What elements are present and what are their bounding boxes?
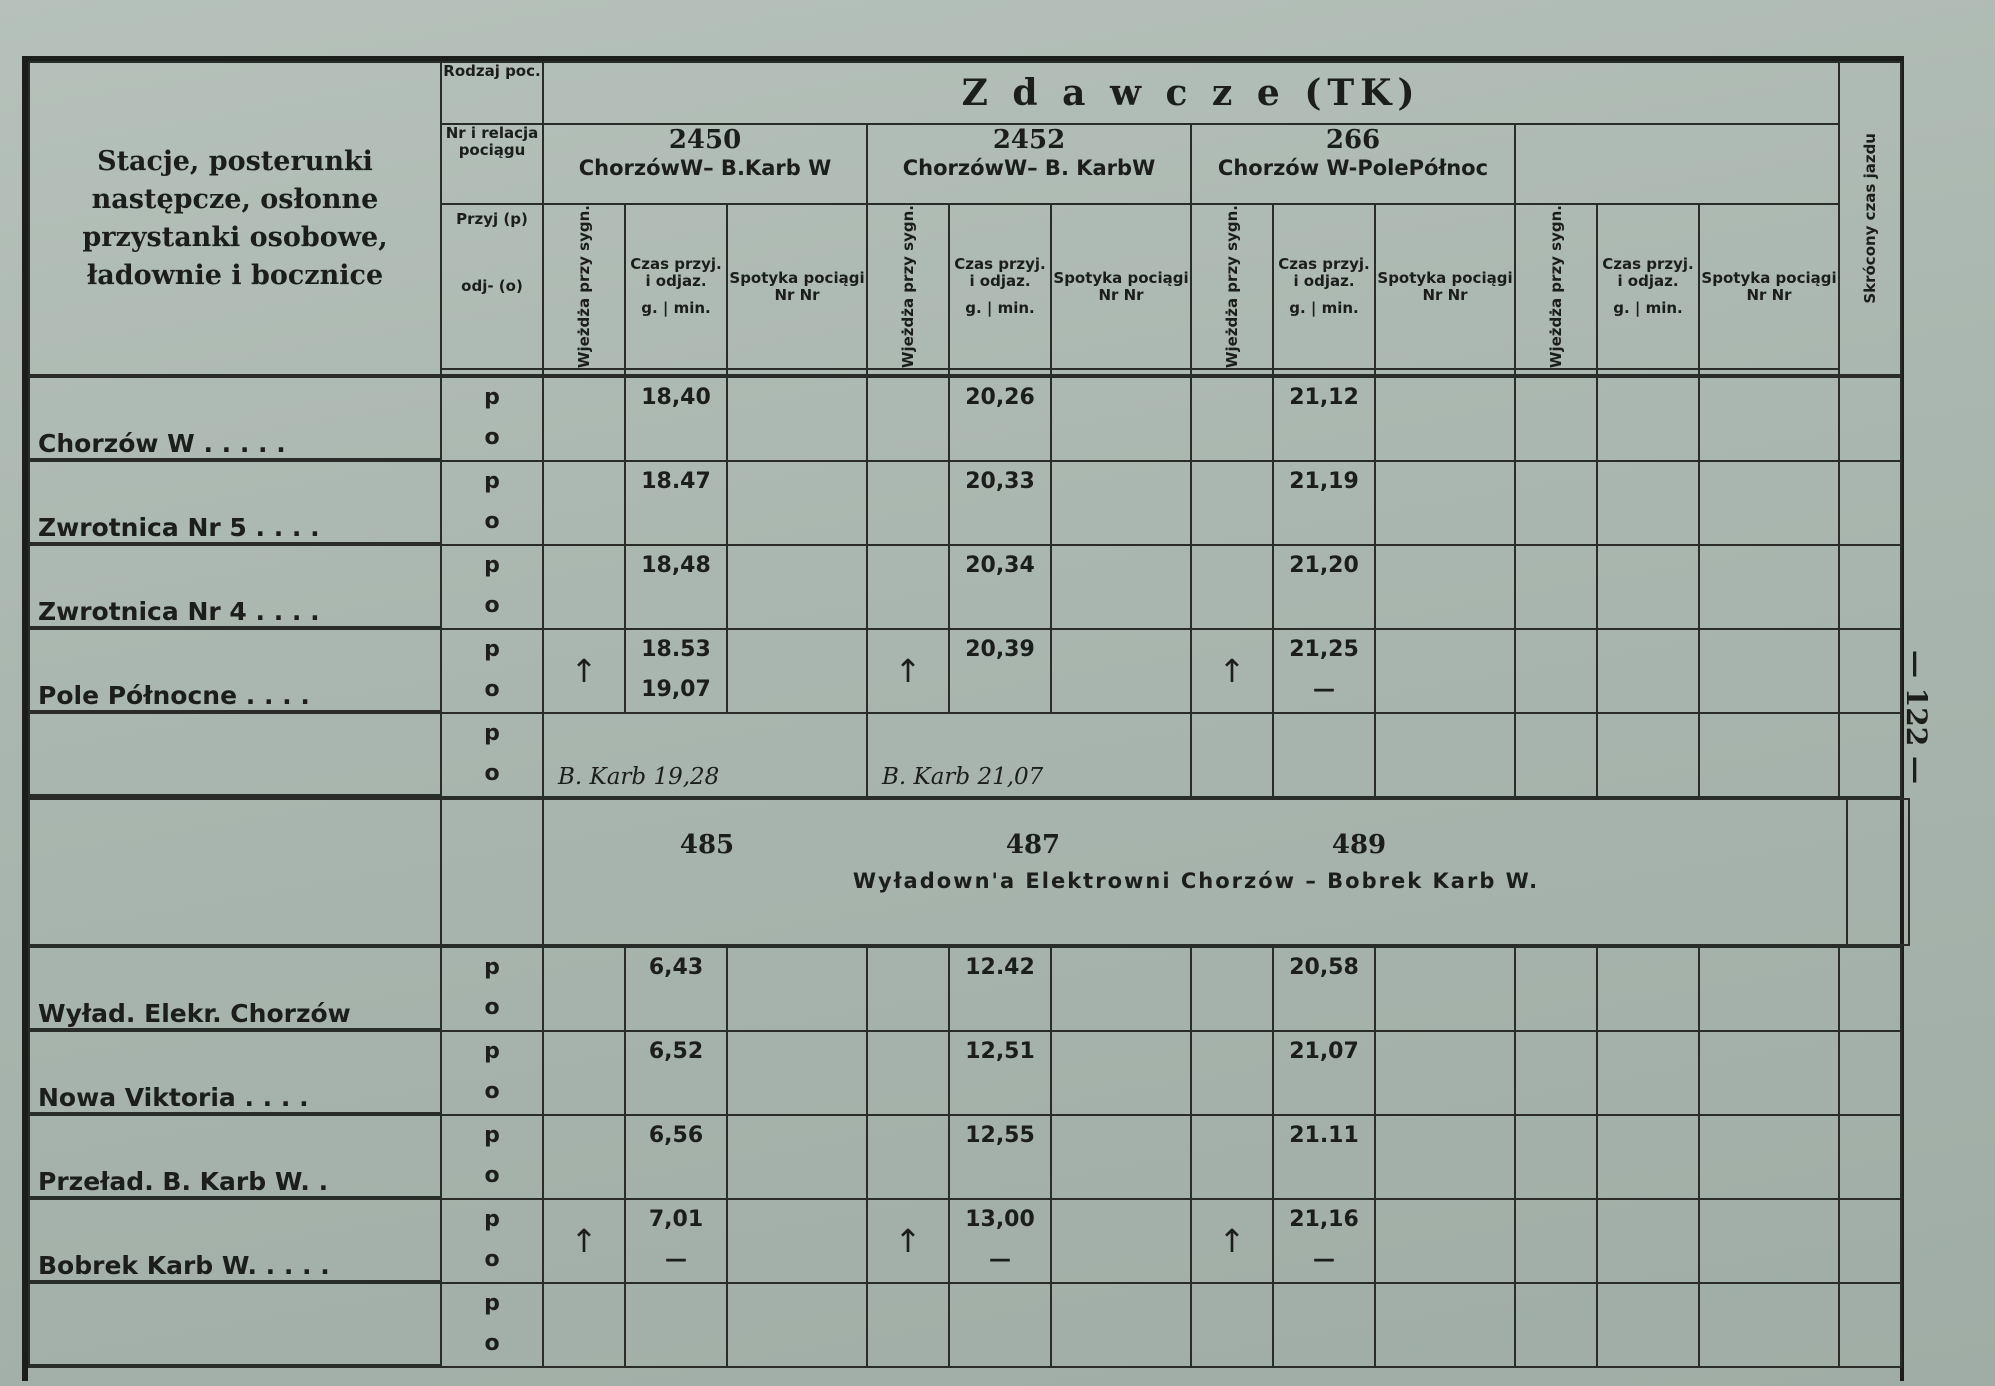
- skrocony-cell: [1839, 377, 1901, 461]
- station-cell: [29, 1115, 441, 1199]
- skrocony-cell: [1839, 545, 1901, 629]
- departure-time: 6,43: [648, 955, 704, 981]
- arrival-note: B. Karb 21,07: [882, 764, 1044, 791]
- spotyka-header: [1051, 204, 1191, 369]
- spotyka-cell: [1375, 1199, 1515, 1283]
- time-cell: [1273, 545, 1375, 629]
- spotyka-cell: [727, 377, 867, 461]
- train-number: 266: [1325, 125, 1381, 155]
- signal-cell: [867, 1283, 949, 1367]
- departure-time: 18,48: [641, 553, 711, 579]
- train-empty-header: [1515, 124, 1839, 204]
- p-marker: p: [484, 1291, 500, 1317]
- signal-cell: [1515, 629, 1597, 713]
- skrocony-cell: [1839, 461, 1901, 545]
- signal-cell: [1515, 1031, 1597, 1115]
- station-cell: [29, 713, 441, 797]
- spotyka-cell: [1375, 377, 1515, 461]
- time-cell: [949, 545, 1051, 629]
- station-cell: [29, 1031, 441, 1115]
- czas-label: Czas przyj. i odjaz.: [954, 255, 1046, 291]
- signal-cell: [543, 629, 625, 713]
- arrival-time: 12,55: [965, 1123, 1035, 1149]
- departure-time: 20,34: [965, 553, 1035, 579]
- time-cell: [1273, 1031, 1375, 1115]
- empty-skrocony-cell: [1847, 799, 1909, 945]
- signal-mark: ↑: [1218, 652, 1246, 691]
- arrival-time: 21,25: [1289, 637, 1359, 663]
- wjezdza-label: Wjeżdża przy sygn.: [1546, 205, 1565, 369]
- station-name: Nowa Viktoria . . . .: [30, 1083, 440, 1114]
- po-cell: [441, 377, 543, 461]
- time-cell: [1273, 947, 1375, 1031]
- signal-cell: [1191, 1031, 1273, 1115]
- signal-cell: [867, 1199, 949, 1283]
- skrocony-cell: [1839, 629, 1901, 713]
- p-marker: p: [484, 721, 500, 747]
- station-cell: [29, 1283, 441, 1367]
- o-marker: o: [484, 425, 500, 451]
- signal-cell: [1515, 1283, 1597, 1367]
- station-name: Bobrek Karb W. . . . .: [30, 1251, 440, 1282]
- skrocony-cell: [1839, 1283, 1901, 1367]
- time-cell: [1273, 1199, 1375, 1283]
- departure-time: —: [1313, 677, 1335, 703]
- wjezdza-label: Wjeżdża przy sygn.: [574, 205, 593, 369]
- signal-cell: [543, 545, 625, 629]
- czas-header: [949, 204, 1051, 369]
- spotyka-cell: [1699, 713, 1839, 797]
- o-marker: o: [484, 761, 500, 787]
- station-name: Przeład. B. Karb W. .: [30, 1167, 440, 1198]
- wjezdza-header: [543, 204, 625, 369]
- train-2452-header: [867, 124, 1191, 204]
- time-cell: [625, 1283, 727, 1367]
- signal-cell: [1191, 947, 1273, 1031]
- po-cell: [441, 545, 543, 629]
- spotyka-cell: [1375, 947, 1515, 1031]
- arrival-note-cell: [543, 713, 867, 797]
- po-cell: [441, 461, 543, 545]
- signal-cell: [1515, 713, 1597, 797]
- signal-cell: [1191, 1115, 1273, 1199]
- stations-label: Stacje, posterunki następcze, osłonne przystanki osobowe, ładownie i bocznice: [82, 145, 388, 291]
- table-row: [29, 1031, 1901, 1115]
- time-cell: [625, 545, 727, 629]
- station-name: Pole Północne . . . .: [30, 681, 440, 712]
- empty-station-cell: [29, 799, 441, 945]
- signal-cell: [867, 1031, 949, 1115]
- spotyka-cell: [727, 947, 867, 1031]
- signal-cell: [543, 947, 625, 1031]
- czas-label: Czas przyj. i odjaz.: [630, 255, 722, 291]
- gmin-label: g. | min.: [1613, 299, 1683, 318]
- o-marker: o: [484, 593, 500, 619]
- train-route: Chorzów W-PolePółnoc: [1217, 156, 1489, 180]
- spotyka-header: [1699, 204, 1839, 369]
- po-cell: [441, 713, 543, 797]
- arrival-note: B. Karb 19,28: [558, 764, 720, 791]
- station-name: [30, 794, 440, 796]
- signal-cell: [1191, 713, 1273, 797]
- top-station-rows: [28, 376, 1902, 798]
- time-cell: [949, 1199, 1051, 1283]
- p-marker: p: [484, 955, 500, 981]
- nr-label: Nr i relacja pociągu: [445, 124, 539, 159]
- signal-cell: [543, 377, 625, 461]
- arrival-note-cell: [867, 713, 1191, 797]
- rodzaj-header: [441, 62, 543, 124]
- timetable-header: [28, 61, 1902, 376]
- spotyka-cell: [1051, 947, 1191, 1031]
- signal-cell: [867, 461, 949, 545]
- spotyka-cell: [1051, 1283, 1191, 1367]
- o-marker: o: [484, 1079, 500, 1105]
- skrocony-cell: [1839, 1115, 1901, 1199]
- spotyka-cell: [1699, 1199, 1839, 1283]
- signal-cell: [1515, 1199, 1597, 1283]
- spotyka-cell: [727, 1199, 867, 1283]
- wjezdza-header: [867, 204, 949, 369]
- second-group-header: [28, 798, 1910, 946]
- station-cell: [29, 1199, 441, 1283]
- signal-cell: [1191, 377, 1273, 461]
- czas-header: [625, 204, 727, 369]
- spotyka-cell: [727, 1031, 867, 1115]
- table-row: [29, 1115, 1901, 1199]
- spotyka-label: Spotyka pociągi Nr Nr: [1377, 268, 1513, 304]
- time-cell: [625, 1115, 727, 1199]
- spotyka-cell: [1699, 629, 1839, 713]
- time-cell: [949, 1115, 1051, 1199]
- table-row: [29, 1283, 1901, 1367]
- station-name: Wyład. Elekr. Chorzów: [30, 999, 440, 1030]
- departure-time: 20,33: [965, 469, 1035, 495]
- departure-time: 21,20: [1289, 553, 1359, 579]
- departure-time: 19,07: [641, 677, 711, 703]
- po-cell: [441, 1115, 543, 1199]
- signal-mark: ↑: [570, 652, 598, 691]
- empty-po-cell: [441, 799, 543, 945]
- spotyka-cell: [1375, 545, 1515, 629]
- time-cell: [949, 377, 1051, 461]
- spotyka-cell: [1051, 461, 1191, 545]
- time-cell: [1273, 1115, 1375, 1199]
- signal-cell: [867, 377, 949, 461]
- bottom-station-rows: [28, 946, 1902, 1368]
- o-marker: o: [484, 995, 500, 1021]
- o-marker: o: [484, 1163, 500, 1189]
- page-number: — 122 —: [1900, 650, 1933, 784]
- spotyka-cell: [1375, 1031, 1515, 1115]
- station-cell: [29, 545, 441, 629]
- signal-cell: [867, 1115, 949, 1199]
- time-cell: [949, 1031, 1051, 1115]
- time-cell: [949, 1283, 1051, 1367]
- table-row: [29, 713, 1901, 797]
- time-cell: [625, 461, 727, 545]
- timetable-sheet: [22, 56, 1904, 1381]
- train-route: ChorzówW– B.Karb W: [578, 156, 832, 180]
- arrival-time: 21,16: [1289, 1207, 1359, 1233]
- departure-time: 20,58: [1289, 955, 1359, 981]
- station-name: [30, 1364, 440, 1366]
- signal-cell: [543, 1283, 625, 1367]
- signal-cell: [1515, 947, 1597, 1031]
- spotyka-cell: [1375, 1283, 1515, 1367]
- arrival-time: 7,01: [648, 1207, 704, 1233]
- spotyka-cell: [1375, 461, 1515, 545]
- o-marker: o: [484, 1331, 500, 1357]
- spotyka-cell: [1699, 545, 1839, 629]
- table-row: [29, 1199, 1901, 1283]
- przyj-label: Przyj (p): [456, 210, 528, 228]
- signal-cell: [543, 1115, 625, 1199]
- o-marker: o: [484, 677, 500, 703]
- table-row: [29, 377, 1901, 461]
- time-cell: [625, 947, 727, 1031]
- time-cell: [1273, 713, 1375, 797]
- departure-time: 21.11: [1289, 1123, 1359, 1149]
- spotyka-cell: [727, 629, 867, 713]
- spotyka-cell: [1051, 545, 1191, 629]
- station-name: Zwrotnica Nr 4 . . . .: [30, 597, 440, 628]
- time-cell: [1597, 629, 1699, 713]
- wjezdza-header: [1191, 204, 1273, 369]
- signal-cell: [1515, 1115, 1597, 1199]
- section-title: Z d a w c z e (TK): [961, 72, 1421, 114]
- arrival-time: 12.42: [965, 955, 1035, 981]
- signal-mark: ↑: [894, 1222, 922, 1261]
- gmin-label: g. | min.: [965, 299, 1035, 318]
- time-cell: [1597, 1199, 1699, 1283]
- czas-label: Czas przyj. i odjaz.: [1278, 255, 1370, 291]
- signal-cell: [1191, 545, 1273, 629]
- section-title-cell: [543, 62, 1839, 124]
- bottom-route: Wyładown'a Elektrowni Chorzów – Bobrek Karb W.: [852, 869, 1540, 894]
- time-cell: [949, 947, 1051, 1031]
- p-marker: p: [484, 553, 500, 579]
- time-cell: [1597, 1031, 1699, 1115]
- signal-cell: [543, 1031, 625, 1115]
- table-row: [29, 545, 1901, 629]
- departure-time: 21,19: [1289, 469, 1359, 495]
- wjezdza-label: Wjeżdża przy sygn.: [898, 205, 917, 369]
- arrival-time: 18.53: [641, 637, 711, 663]
- o-marker: o: [484, 1247, 500, 1273]
- signal-mark: ↑: [1218, 1222, 1246, 1261]
- time-cell: [1597, 1283, 1699, 1367]
- signal-cell: [1515, 377, 1597, 461]
- arrival-time: 13,00: [965, 1207, 1035, 1233]
- wjezdza-label: Wjeżdża przy sygn.: [1222, 205, 1241, 369]
- spotyka-header: [1375, 204, 1515, 369]
- train-number: 487: [1005, 830, 1061, 861]
- p-marker: p: [484, 385, 500, 411]
- spotyka-label: Spotyka pociągi Nr Nr: [1701, 268, 1837, 304]
- arrival-time: 12,51: [965, 1039, 1035, 1065]
- spotyka-cell: [1699, 461, 1839, 545]
- p-marker: p: [484, 1207, 500, 1233]
- p-marker: p: [484, 1039, 500, 1065]
- time-cell: [625, 1031, 727, 1115]
- nr-header: [441, 124, 543, 204]
- odj-label: odj- (o): [461, 277, 523, 295]
- spotyka-cell: [1375, 629, 1515, 713]
- po-cell: [441, 947, 543, 1031]
- spotyka-cell: [727, 1115, 867, 1199]
- train-number: 489: [1331, 830, 1387, 861]
- skrocony-cell: [1839, 1031, 1901, 1115]
- po-cell: [441, 1199, 543, 1283]
- time-cell: [1597, 461, 1699, 545]
- signal-cell: [867, 629, 949, 713]
- gmin-label: g. | min.: [1289, 299, 1359, 318]
- spotyka-cell: [1375, 713, 1515, 797]
- spotyka-cell: [727, 545, 867, 629]
- time-cell: [1597, 545, 1699, 629]
- signal-cell: [1191, 461, 1273, 545]
- signal-mark: ↑: [894, 652, 922, 691]
- po-cell: [441, 1283, 543, 1367]
- time-cell: [1273, 629, 1375, 713]
- spotyka-cell: [1375, 1115, 1515, 1199]
- skrocony-column: [1839, 62, 1901, 375]
- time-cell: [1273, 461, 1375, 545]
- p-marker: p: [484, 469, 500, 495]
- rodzaj-label: Rodzaj poc.: [443, 62, 541, 80]
- spotyka-header: [727, 204, 867, 369]
- spotyka-cell: [1699, 377, 1839, 461]
- time-cell: [625, 629, 727, 713]
- o-marker: o: [484, 509, 500, 535]
- station-cell: [29, 629, 441, 713]
- skrocony-cell: [1839, 1199, 1901, 1283]
- departure-time: 6,52: [648, 1039, 704, 1065]
- time-cell: [625, 377, 727, 461]
- time-cell: [949, 461, 1051, 545]
- skrocony-cell: [1839, 713, 1901, 797]
- time-cell: [1597, 947, 1699, 1031]
- time-cell: [1273, 1283, 1375, 1367]
- station-cell: [29, 461, 441, 545]
- czas-header: [1597, 204, 1699, 369]
- czas-label: Czas przyj. i odjaz.: [1602, 255, 1694, 291]
- skrocony-label: Skrócony czas jazdu: [1860, 133, 1879, 304]
- time-cell: [625, 1199, 727, 1283]
- spotyka-cell: [727, 1283, 867, 1367]
- trains-485-489-header: [543, 799, 1847, 945]
- signal-mark: ↑: [570, 1222, 598, 1261]
- spotyka-cell: [1051, 377, 1191, 461]
- departure-time: 20,39: [965, 637, 1035, 663]
- time-cell: [1597, 713, 1699, 797]
- spotyka-cell: [1699, 947, 1839, 1031]
- spotyka-cell: [1699, 1031, 1839, 1115]
- train-266-header: [1191, 124, 1515, 204]
- signal-cell: [543, 461, 625, 545]
- table-row: [29, 629, 1901, 713]
- train-2450-header: [543, 124, 867, 204]
- departure-time: —: [989, 1247, 1011, 1273]
- spotyka-label: Spotyka pociągi Nr Nr: [1053, 268, 1189, 304]
- signal-cell: [1191, 629, 1273, 713]
- po-cell: [441, 629, 543, 713]
- signal-cell: [1515, 461, 1597, 545]
- signal-cell: [867, 545, 949, 629]
- station-name: Zwrotnica Nr 5 . . . .: [30, 513, 440, 544]
- time-cell: [1597, 377, 1699, 461]
- departure-time: —: [665, 1247, 687, 1273]
- p-marker: p: [484, 637, 500, 663]
- signal-cell: [1191, 1283, 1273, 1367]
- p-marker: p: [484, 1123, 500, 1149]
- station-cell: [29, 377, 441, 461]
- spotyka-cell: [1699, 1115, 1839, 1199]
- departure-time: 6,56: [648, 1123, 704, 1149]
- table-row: [29, 947, 1901, 1031]
- stations-header: [29, 62, 441, 375]
- spotyka-cell: [1051, 629, 1191, 713]
- time-cell: [949, 629, 1051, 713]
- po-cell: [441, 1031, 543, 1115]
- signal-cell: [1191, 1199, 1273, 1283]
- spotyka-cell: [1051, 1199, 1191, 1283]
- departure-time: —: [1313, 1247, 1335, 1273]
- train-number: 2452: [992, 125, 1066, 155]
- wjezdza-header: [1515, 204, 1597, 369]
- przyj-odj-header: [441, 204, 543, 369]
- skrocony-cell: [1839, 947, 1901, 1031]
- table-row: [29, 461, 1901, 545]
- departure-time: 21,07: [1289, 1039, 1359, 1065]
- spotyka-cell: [1051, 1031, 1191, 1115]
- czas-header: [1273, 204, 1375, 369]
- train-number: 485: [679, 830, 735, 861]
- departure-time: 18,40: [641, 385, 711, 411]
- train-route: ChorzówW– B. KarbW: [902, 156, 1156, 180]
- departure-time: 20,26: [965, 385, 1035, 411]
- signal-cell: [1515, 545, 1597, 629]
- gmin-label: g. | min.: [641, 299, 711, 318]
- spotyka-cell: [727, 461, 867, 545]
- spotyka-cell: [1699, 1283, 1839, 1367]
- spotyka-label: Spotyka pociągi Nr Nr: [729, 268, 865, 304]
- train-number: 2450: [668, 125, 742, 155]
- station-name: Chorzów W . . . . .: [30, 429, 440, 460]
- station-cell: [29, 947, 441, 1031]
- signal-cell: [543, 1199, 625, 1283]
- time-cell: [1273, 377, 1375, 461]
- departure-time: 18.47: [641, 469, 711, 495]
- spotyka-cell: [1051, 1115, 1191, 1199]
- time-cell: [1597, 1115, 1699, 1199]
- signal-cell: [867, 947, 949, 1031]
- departure-time: 21,12: [1289, 385, 1359, 411]
